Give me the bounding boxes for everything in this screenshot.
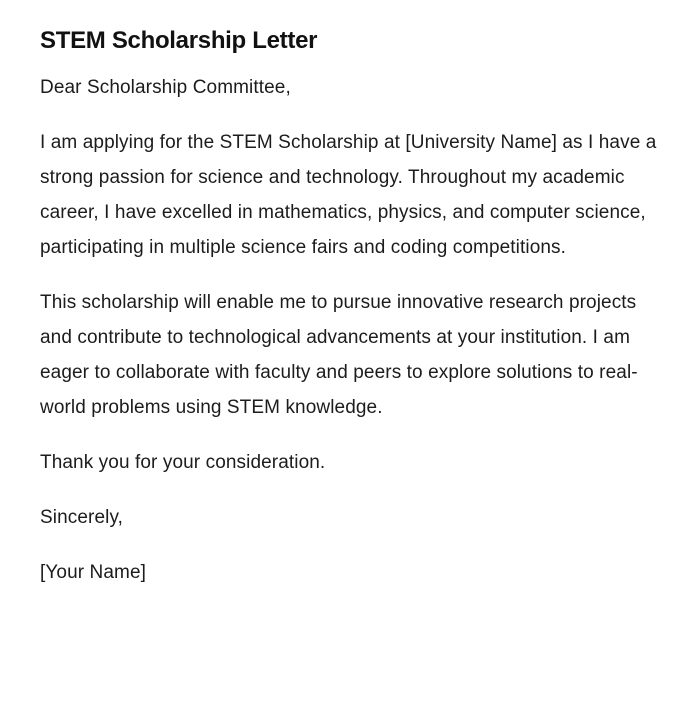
letter-thanks: Thank you for your consideration. [40, 452, 326, 473]
letter-paragraph-2: This scholarship will enable me to pursue innovative research projects and contribute to technological advancements at your institution. I am eager to collaborate with faculty and peers to explore solutions to real-world problems using STEM knowledge. [40, 292, 638, 418]
letter-paragraph-1: I am applying for the STEM Scholarship at [University Name] as I have a strong passion for science and technology. Throughout my academic career, I have excelled in mathematics, physics, and computer science, participating in multiple science fairs and coding competitions. [40, 132, 657, 258]
letter-closing: Sincerely, [40, 507, 124, 528]
letter-title: STEM Scholarship Letter [40, 27, 318, 54]
letter-greeting: Dear Scholarship Committee, [40, 77, 291, 98]
letter-signature: [Your Name] [40, 562, 147, 583]
